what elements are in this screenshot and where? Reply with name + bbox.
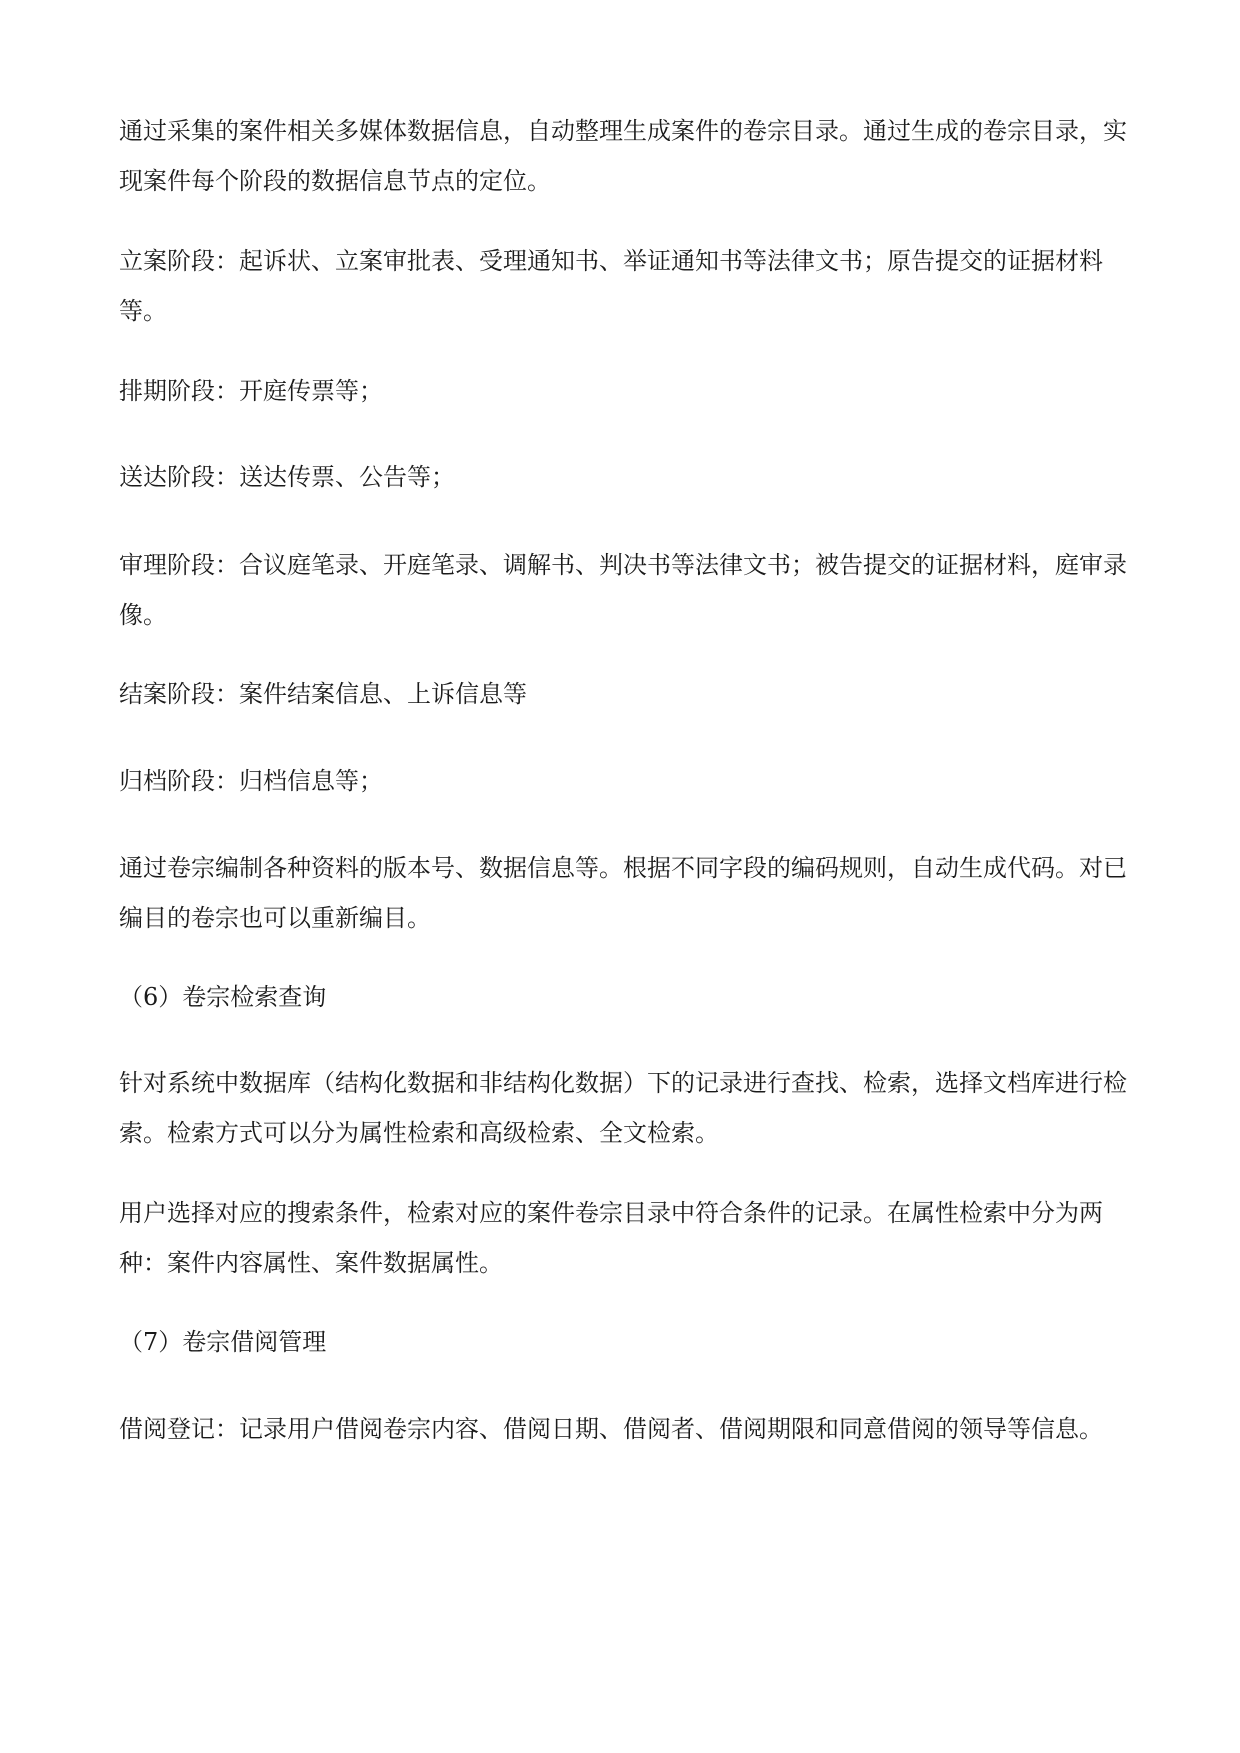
paragraph-catalog-intro: 通过采集的案件相关多媒体数据信息，自动整理生成案件的卷宗目录。通过生成的卷宗目录，实现案件每个阶段的数据信息节点的定位。 — [119, 117, 1127, 195]
paragraph-borrowing-registration: 借阅登记：记录用户借阅卷宗内容、借阅日期、借阅者、借阅期限和同意借阅的领导等信息。 — [119, 1415, 1103, 1443]
paragraph-scheduling-stage: 排期阶段：开庭传票等； — [119, 377, 383, 405]
paragraph-closing-stage: 结案阶段：案件结案信息、上诉信息等 — [119, 680, 527, 708]
section-heading-retrieval: （6）卷宗检索查询 — [119, 983, 327, 1011]
paragraph-service-stage: 送达阶段：送达传票、公告等； — [119, 463, 455, 491]
paragraph-archiving-stage: 归档阶段：归档信息等； — [119, 767, 383, 795]
paragraph-trial-stage: 审理阶段：合议庭笔录、开庭笔录、调解书、判决书等法律文书；被告提交的证据材料，庭审录像。 — [119, 551, 1127, 629]
section-heading-borrowing: （7）卷宗借阅管理 — [119, 1328, 327, 1356]
paragraph-filing-stage: 立案阶段：起诉状、立案审批表、受理通知书、举证通知书等法律文书；原告提交的证据材料等。 — [119, 247, 1103, 325]
paragraph-cataloging: 通过卷宗编制各种资料的版本号、数据信息等。根据不同字段的编码规则，自动生成代码。对已编目的卷宗也可以重新编目。 — [119, 854, 1127, 932]
paragraph-retrieval-scope: 针对系统中数据库（结构化数据和非结构化数据）下的记录进行查找、检索，选择文档库进行检索。检索方式可以分为属性检索和高级检索、全文检索。 — [119, 1069, 1127, 1147]
paragraph-retrieval-conditions: 用户选择对应的搜索条件，检索对应的案件卷宗目录中符合条件的记录。在属性检索中分为两种：案件内容属性、案件数据属性。 — [119, 1199, 1103, 1277]
